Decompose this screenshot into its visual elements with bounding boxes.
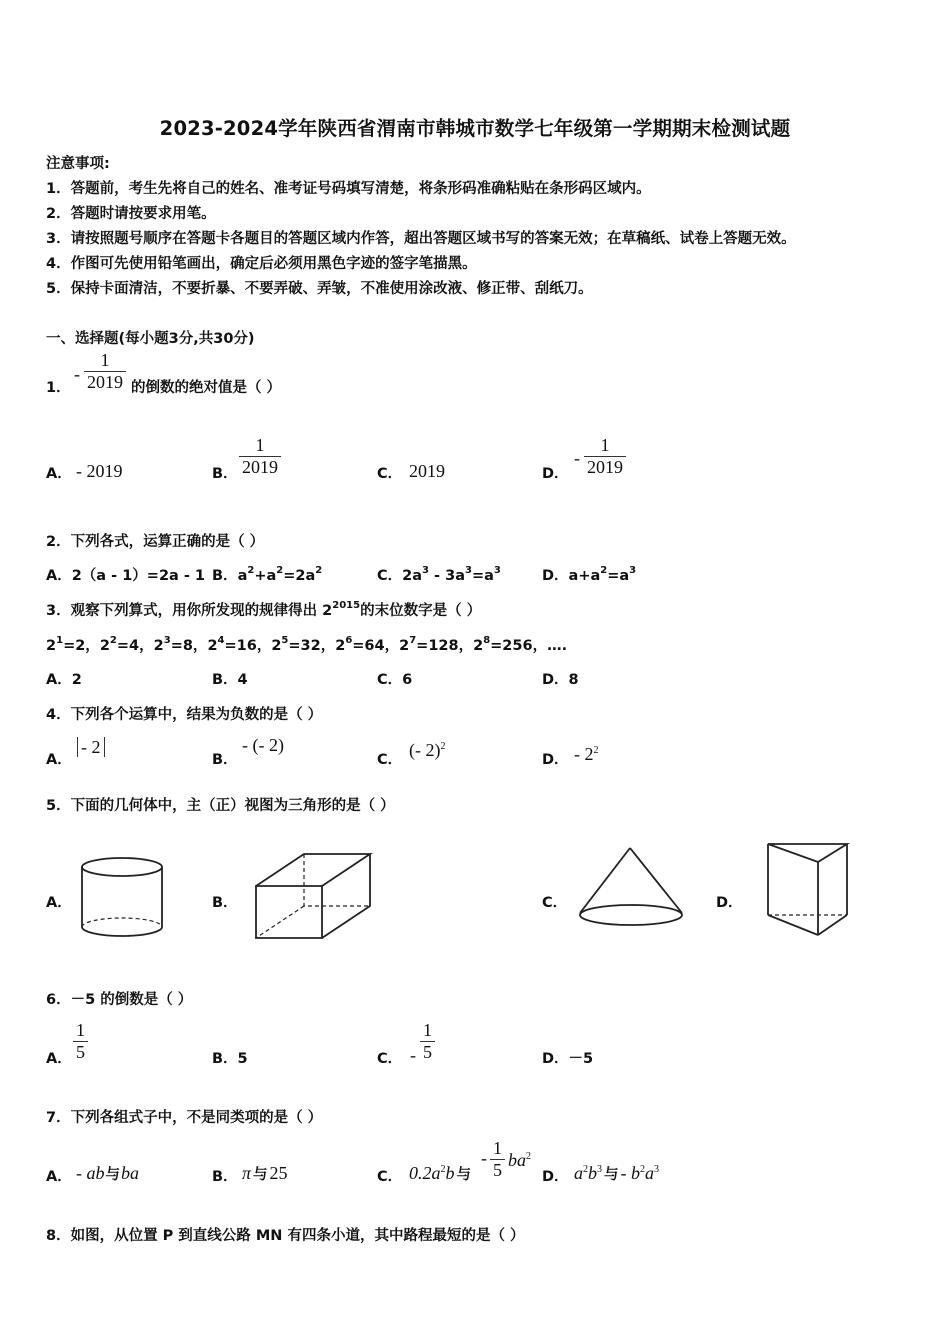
q7-option-d-label[interactable]: D． (542, 1169, 569, 1185)
q1-option-b-label[interactable]: B． (212, 466, 238, 482)
q2-option-d[interactable]: D．$a+a^2=a^3$ (542, 565, 637, 584)
q4-option-b-label[interactable]: B． (212, 752, 238, 768)
q7-option-d[interactable]: $a^2b^3$ 与 - $b^2a^3$ (574, 1163, 659, 1183)
page-title: 2023-2024学年陕西省渭南市韩城市数学七年级第一学期期末检测试题 (159, 117, 791, 140)
q1-option-a[interactable]: - 2019 (76, 461, 123, 481)
q7-c-num: 1 (493, 1138, 502, 1158)
q7-option-a-label[interactable]: A． (46, 1169, 72, 1185)
q1-number: 1． (46, 380, 71, 396)
q4-option-c[interactable]: (- 2)$^2$ (409, 740, 446, 760)
q6-a-num: 1 (76, 1020, 85, 1040)
q2-option-a[interactable]: A．2（a - 1）=2a - 1 (46, 568, 206, 584)
notice-item: 5．保持卡面清洁，不要折暴、不要弄破、弄皱，不准使用涂改液、修正带、刮纸刀。 (46, 281, 593, 297)
q6-c-num: 1 (423, 1020, 432, 1040)
q6-a-den: 5 (73, 1041, 88, 1063)
q7-option-b-label[interactable]: B． (212, 1169, 238, 1185)
notice-item: 4．作图可先使用铅笔画出，确定后必须用黑色字迹的签字笔描黑。 (46, 256, 477, 272)
q1-option-a-label[interactable]: A． (46, 466, 72, 482)
cylinder-figure[interactable] (80, 855, 170, 945)
notice-item: 2．答题时请按要求用笔。 (46, 206, 216, 222)
prism-figure[interactable] (765, 838, 855, 943)
q2-option-b[interactable]: B．$a^2+a^2=2a^2$ (212, 565, 323, 584)
q4-option-c-label[interactable]: C． (377, 752, 403, 768)
q7-c-minus: - (481, 1148, 487, 1168)
q4-option-a[interactable]: - 2 (77, 737, 105, 757)
q1-fraction (84, 350, 126, 392)
q8-stem: 8．如图，从位置 P 到直线公路 MN 有四条小道，其中路程最短的是（ ） (46, 1228, 525, 1244)
q2-option-c[interactable]: C．$2a^3 - 3a^3=a^3$ (377, 565, 501, 584)
q7-stem: 7．下列各组式子中，不是同类项的是（ ） (46, 1110, 323, 1126)
q1-minus: - (74, 364, 80, 384)
q4-stem: 4．下列各个运算中，结果为负数的是（ ） (46, 707, 323, 723)
q6-c-minus: - (410, 1045, 416, 1065)
q6-option-c-label[interactable]: C． (377, 1051, 403, 1067)
q1-option-d[interactable] (584, 435, 626, 477)
q6-option-a[interactable] (73, 1020, 88, 1062)
q1-option-c-label[interactable]: C． (377, 466, 403, 482)
q6-option-d[interactable]: D．－5 (542, 1051, 594, 1067)
q1-frac-num: 1 (100, 350, 110, 370)
q7-option-a[interactable]: - ab与ba (76, 1163, 139, 1183)
q4-option-d-label[interactable]: D． (542, 752, 569, 768)
q3-option-b[interactable]: B．4 (212, 672, 248, 688)
q3-option-d[interactable]: D．8 (542, 672, 579, 688)
q4-option-a-label[interactable]: A． (46, 752, 72, 768)
q1-d-num: 1 (600, 435, 610, 455)
q7-option-c-label[interactable]: C． (377, 1169, 403, 1185)
q6-option-c[interactable] (420, 1020, 435, 1062)
q7-option-b[interactable]: π 与 25 (242, 1163, 288, 1183)
notice-heading: 注意事项: (46, 156, 110, 172)
q1-option-c[interactable]: 2019 (409, 461, 445, 481)
q5-option-d[interactable]: D． (716, 895, 743, 911)
q1-option-b[interactable] (239, 435, 281, 477)
q5-stem: 5．下面的几何体中，主（正）视图为三角形的是（ ） (46, 798, 395, 814)
q6-option-b[interactable]: B．5 (212, 1051, 248, 1067)
q3-option-c[interactable]: C．6 (377, 672, 413, 688)
q1-d-minus: - (574, 448, 580, 468)
cone-figure[interactable] (575, 845, 690, 935)
q1-b-den: 2019 (239, 456, 281, 478)
q6-option-a-label[interactable]: A． (46, 1051, 72, 1067)
q7-option-c-right[interactable] (490, 1138, 505, 1180)
q1-option-d-label[interactable]: D． (542, 466, 569, 482)
q1-frac-den: 2019 (84, 371, 126, 393)
notice-item: 1．答题前，考生先将自己的姓名、准考证号码填写清楚，将条形码准确粘贴在条形码区域内。 (46, 181, 651, 197)
q5-option-c[interactable]: C． (542, 895, 568, 911)
q1-stem: 的倒数的绝对值是（ ） (131, 380, 282, 396)
notice-item: 3．请按照题号顺序在答题卡各题目的答题区域内作答，超出答题区域书写的答案无效；在草稿纸、试卷上答题无效。 (46, 231, 796, 247)
q1-d-den: 2019 (584, 456, 626, 478)
section-heading: 一、选择题(每小题3分,共30分) (46, 331, 255, 347)
q6-c-den: 5 (420, 1041, 435, 1063)
q6-stem: 6．－5 的倒数是（ ） (46, 992, 193, 1008)
q4-option-b[interactable]: - (- 2) (242, 735, 284, 755)
q7-c-term: $ba^2$ (508, 1150, 531, 1170)
q3-option-a[interactable]: A．2 (46, 672, 82, 688)
q5-option-b[interactable]: B． (212, 895, 238, 911)
q5-option-a[interactable]: A． (46, 895, 72, 911)
q1-b-num: 1 (255, 435, 265, 455)
q7-option-c-left[interactable]: $0.2a^2b$ 与 (409, 1163, 471, 1183)
q3-power-sequence: $2^1=2$，$2^2=4$，$2^3=8$，$2^4=16$，$2^5=32$，$2^6=64$，$2^7=128$，$2^8=256$，…. (46, 635, 568, 654)
cuboid-figure[interactable] (250, 850, 380, 945)
q2-stem: 2．下列各式，运算正确的是（ ） (46, 534, 265, 550)
q4-option-d[interactable]: - $2^2$ (574, 744, 599, 764)
q3-stem: 3．观察下列算式，用你所发现的规律得出 $2^{2015}$的末位数字是（ ） (46, 600, 482, 619)
q7-c-den: 5 (490, 1159, 505, 1181)
